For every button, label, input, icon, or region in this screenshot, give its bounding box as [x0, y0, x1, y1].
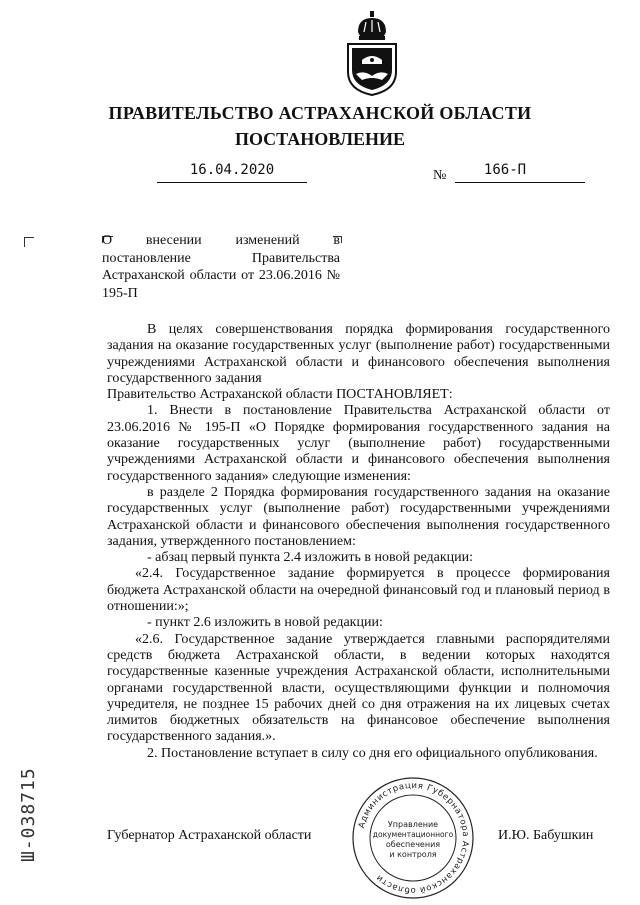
- body-paragraph: В целях совершенствования порядка формирования государственного задания на оказание государственных услуг (выполнение работ) государственными учреждениями Астраханской области и финансового обеспечения выполнения государственного задания: [107, 322, 610, 386]
- stamp-ring-text: Администрация Губернатора Астраханской области: [356, 780, 471, 896]
- number-label: №: [433, 168, 447, 183]
- office-stamp: [350, 775, 476, 901]
- body-paragraph: 2. Постановление вступает в силу со дня его официального опубликования.: [147, 745, 598, 761]
- document-number: 166-П: [483, 162, 527, 178]
- body-paragraph: «2.4. Государственное задание формируется в процессе формирования бюджета Астраханской области на очередной финансовый год и плановый период в отношении:»;: [107, 566, 610, 615]
- signatory-position: Губернатор Астраханской области: [107, 828, 312, 843]
- stamp-line: Управление: [387, 820, 439, 829]
- stamp-line: документационного: [372, 830, 454, 839]
- document-date: 16.04.2020: [189, 162, 275, 178]
- body-paragraph: Правительство Астраханской области ПОСТАНОВЛЯЕТ:: [107, 387, 453, 403]
- corner-mark: [24, 237, 34, 247]
- signatory-name: И.Ю. Бабушкин: [498, 828, 594, 843]
- body-paragraph: 1. Внести в постановление Правительства Астраханской области от 23.06.2016 № 195-П «О Порядке формирования государственного задания на оказание государственных услуг (выполнение работ) государственными учреждениями Астраханской области и финансового обеспечения выполнения государственного задания» следующие изменения:: [107, 403, 610, 484]
- stamp-line: и контроля: [389, 850, 437, 859]
- body-paragraph: - пункт 2.6 изложить в новой редакции:: [147, 615, 383, 631]
- side-serial-code: Ш-038715: [18, 767, 39, 862]
- body-paragraph: «2.6. Государственное задание утверждается главными распорядителями средств бюджета Астраханской области, в ведении которых находятся государственные казенные учреждения Астраханской области, исполнительными органами государственной власти, осуществляющими функции и полномочия учредителя, не позднее 15 рабочих дней со дня отражения на их лицевых счетах лимитов бюджетных обязательств на финансовое обеспечение выполнения государственного задания.».: [107, 631, 610, 745]
- stamp-line: обеспечения: [385, 840, 441, 849]
- date-underline: [157, 182, 307, 183]
- government-title: ПРАВИТЕЛЬСТВО АСТРАХАНСКОЙ ОБЛАСТИ: [108, 103, 532, 123]
- body-paragraph: - абзац первый пункта 2.4 изложить в новой редакции:: [147, 550, 474, 566]
- document-type: ПОСТАНОВЛЕНИЕ: [234, 129, 406, 149]
- document-body: [107, 322, 610, 762]
- body-paragraph: в разделе 2 Порядка формирования государственного задания на оказание государственных услуг (выполнение работ) государственными учреждениями Астраханской области и финансового обеспечения выполнения государственного задания, утвержденного постановлением:: [107, 484, 610, 549]
- document-subject: О внесении изменений в постановление Правительства Астраханской области от 23.06.2016 № 195-П: [102, 233, 340, 301]
- number-underline: [455, 182, 585, 183]
- coat-of-arms-icon: [344, 10, 400, 96]
